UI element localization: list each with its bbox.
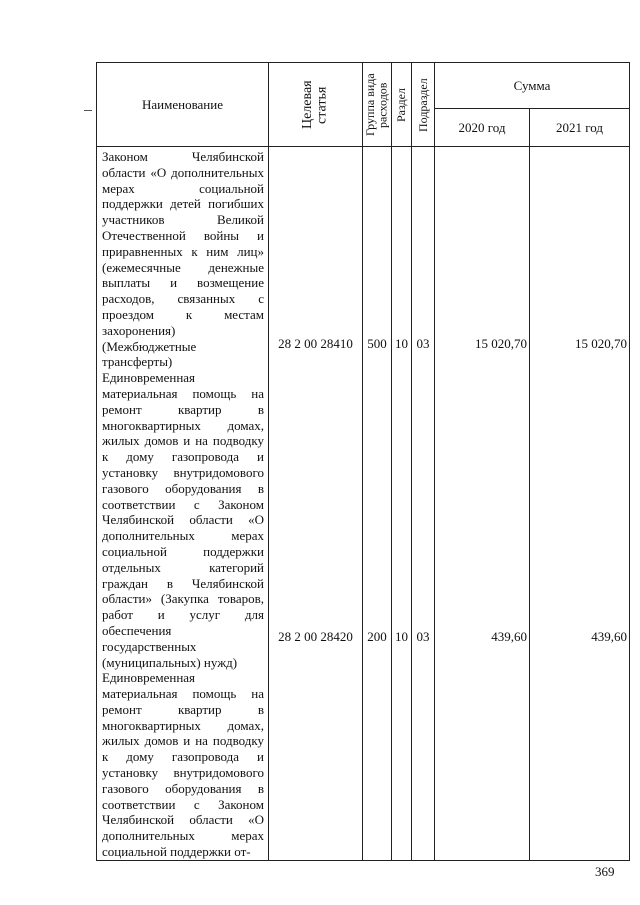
- row-2-target: 28 2 00 28420: [278, 629, 353, 644]
- target-article-cell: [269, 147, 363, 861]
- names-cell: [97, 147, 269, 861]
- row-2-subsection: 03: [416, 629, 430, 644]
- page-number: 369: [595, 864, 615, 879]
- row-1-section: 10: [395, 336, 408, 351]
- row-1-target: 28 2 00 28410: [278, 336, 353, 351]
- row-1-subsection: 03: [416, 336, 430, 351]
- header-name: Наименование: [97, 63, 269, 147]
- row-2-amount-2020: 439,60: [491, 629, 527, 644]
- row-1-amount-2020: 15 020,70: [475, 336, 527, 351]
- margin-mark: [84, 110, 92, 111]
- header-sum: Сумма: [435, 63, 630, 109]
- row-name-2: Единовременная материальная помощь на ремонт квартир в многоквартирных домах, жилых домов и на подводку к дому газопровода и установку внутридомового газового оборудования в соответствии с Законом Челябинской области «О дополнительных мерах социальной поддержки отдельных категорий граждан в Челябинской области» (Закупка товаров, работ и услуг для обеспечения государственных (муниципальных) нужд): [102, 370, 264, 670]
- header-section: Раздел: [392, 63, 412, 147]
- row-1-group: 500: [367, 336, 387, 351]
- header-expense-group: Группа вида расходов: [363, 63, 392, 147]
- row-name-1: Законом Челябинской области «О дополнительных мерах социальной поддержки детей погибших участников Великой Отечественной войны и приравненных к ним лиц» (ежемесячные денежные выплаты и возмещение расходов, связанных с проездом к местам захоронения) (Межбюджетные трансферты): [102, 149, 264, 370]
- header-target-article: Целевая статья: [269, 63, 363, 147]
- header-year-2021: 2021 год: [530, 109, 630, 147]
- amount-2020-cell: [435, 147, 530, 861]
- budget-table: [96, 62, 630, 861]
- subsection-cell: [412, 147, 435, 861]
- header-subsection: Подраздел: [412, 63, 435, 147]
- header-year-2020: 2020 год: [435, 109, 530, 147]
- section-cell: [392, 147, 412, 861]
- row-1-amount-2021: 15 020,70: [575, 336, 627, 351]
- row-2-section: 10: [395, 629, 408, 644]
- expense-group-cell: [363, 147, 392, 861]
- amount-2021-cell: [530, 147, 630, 861]
- row-2-amount-2021: 439,60: [591, 629, 627, 644]
- row-name-3: Единовременная материальная помощь на ремонт квартир в многоквартирных домах, жилых домов и на подводку к дому газопровода и установку внутридомового газового оборудования в соответствии с Законом Челябинской области «О дополнительных мерах социальной поддержки от-: [102, 670, 264, 860]
- row-2-group: 200: [367, 629, 387, 644]
- table-row: [97, 147, 630, 861]
